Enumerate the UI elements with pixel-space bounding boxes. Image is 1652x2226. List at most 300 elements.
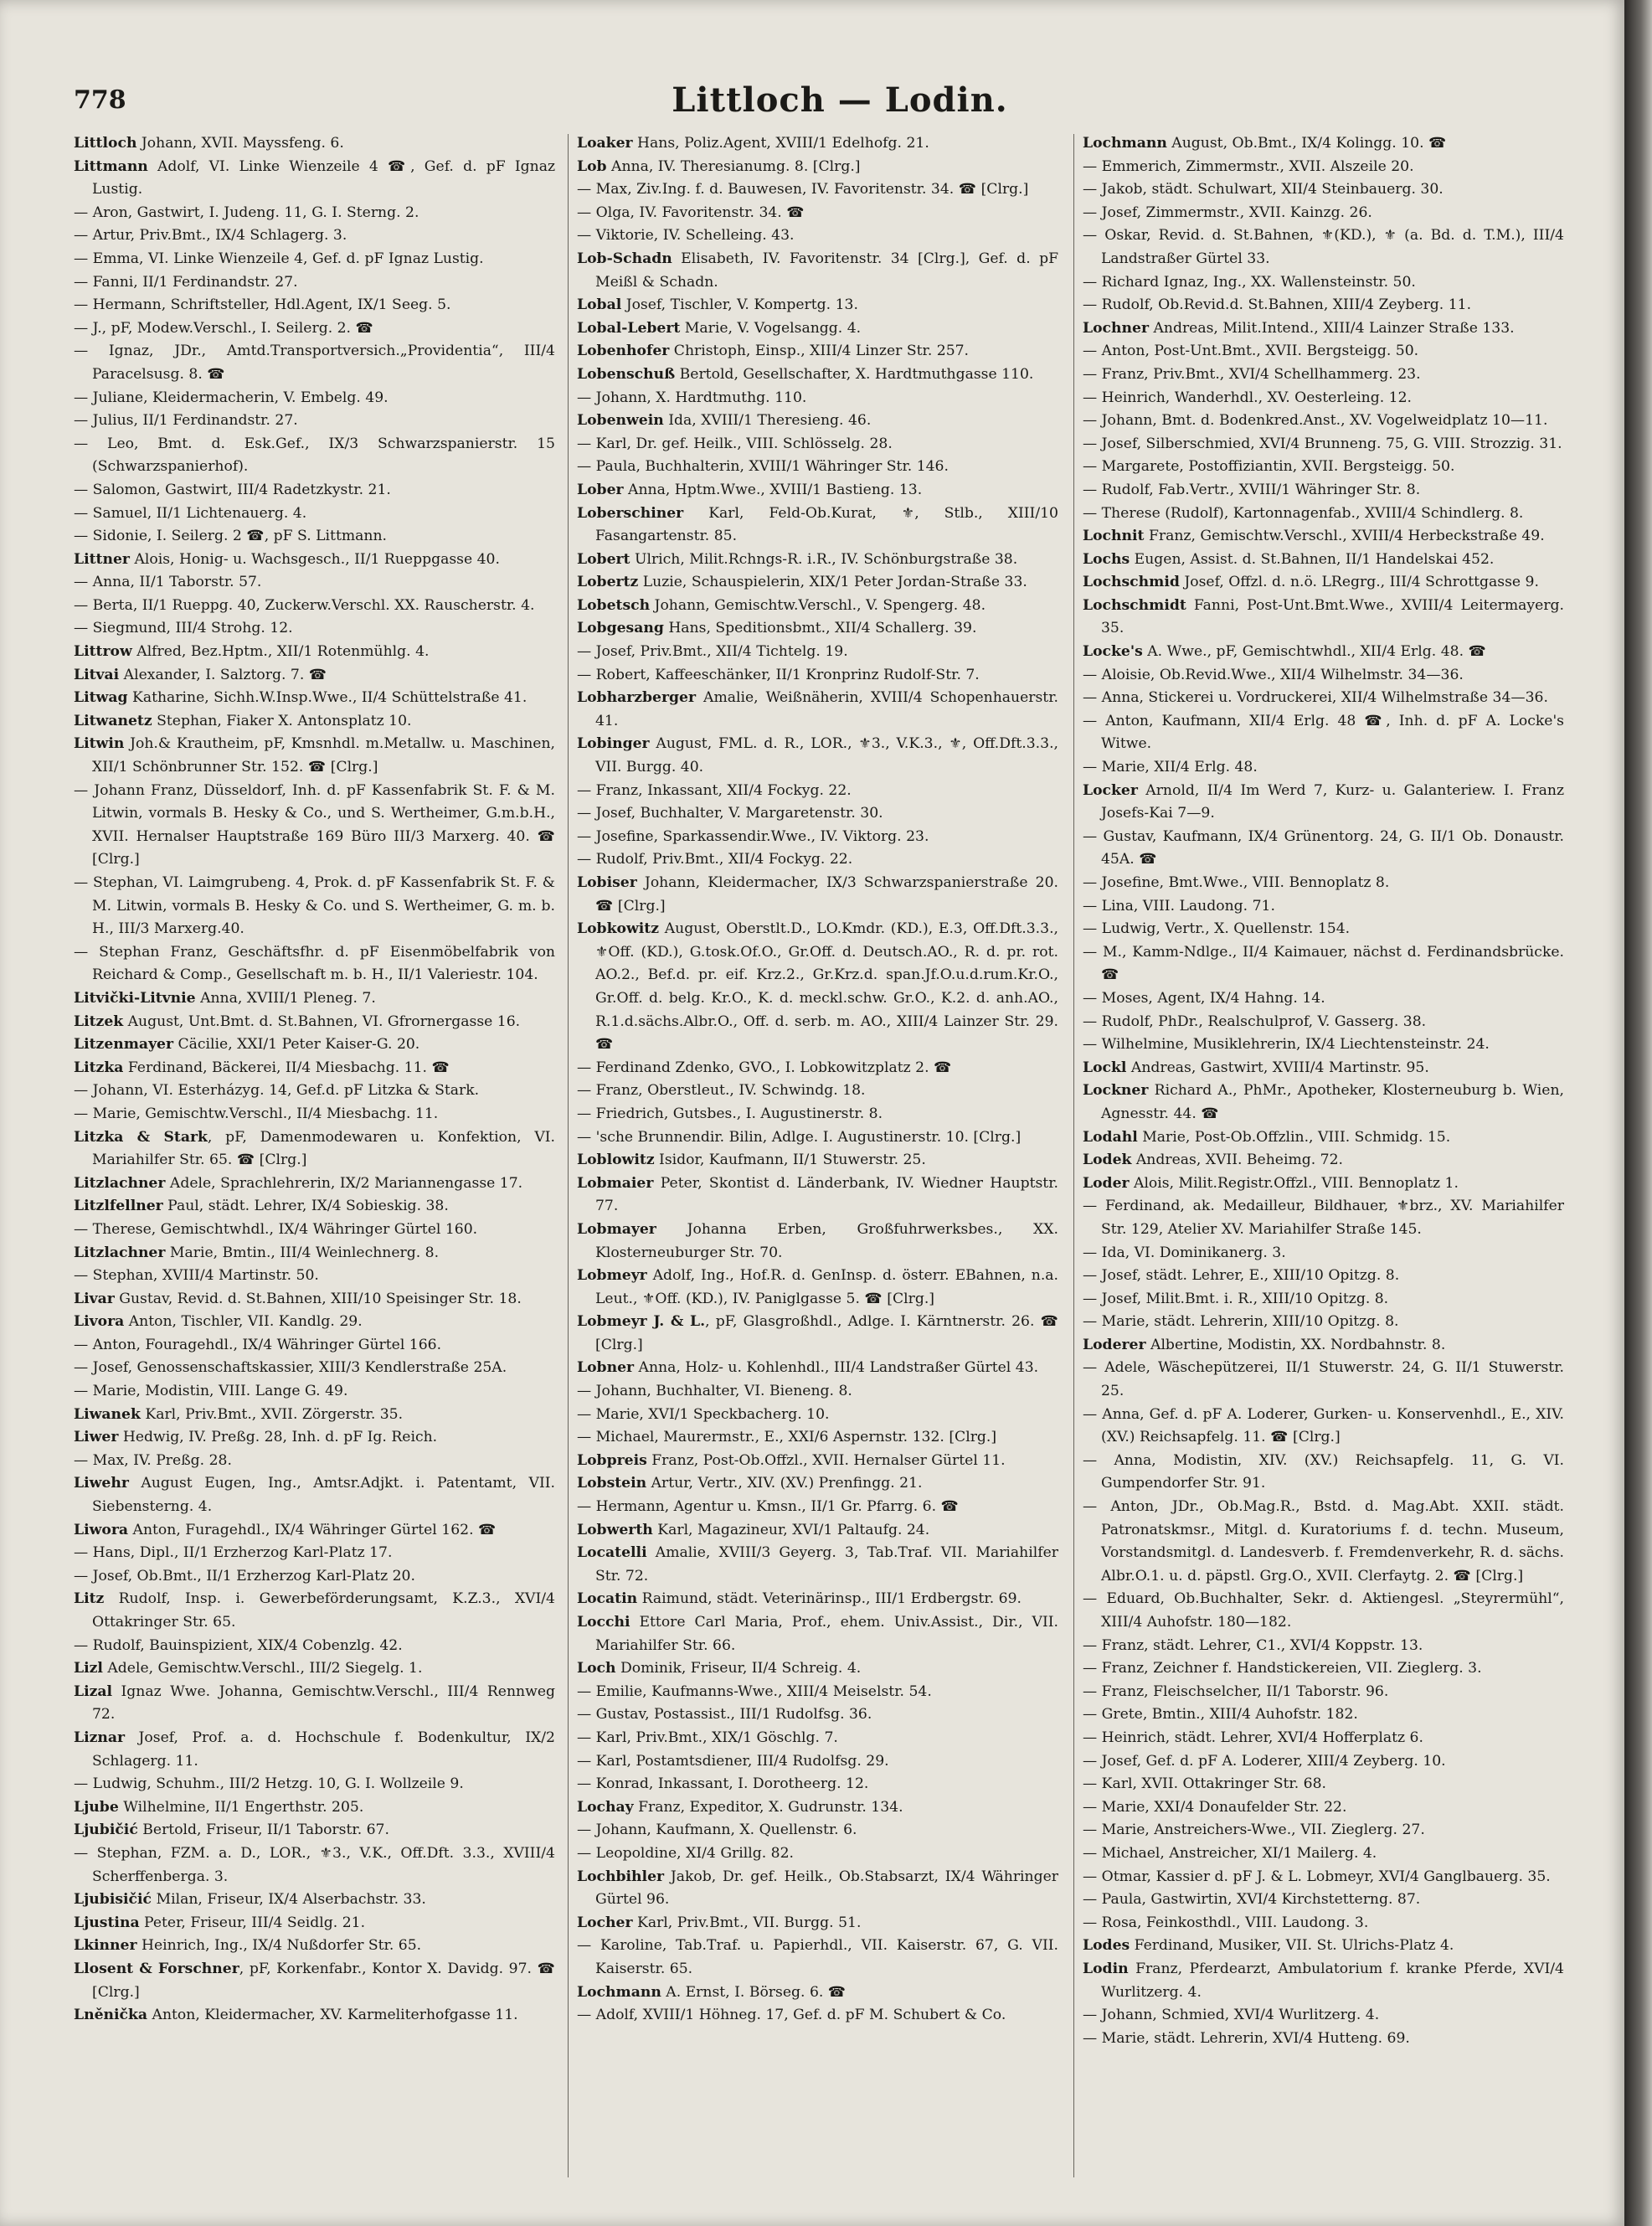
directory-entry — [1083, 1657, 1564, 1681]
entry-surname: Lodahl — [1083, 1128, 1138, 1146]
entry-details: — Ferdinand Zdenko, GVO., I. Lobkowitzplatz 2. ☎ — [577, 1059, 952, 1076]
directory-entry — [577, 595, 1058, 618]
entry-details: Adele, Gemischtw.Verschl., III/2 Siegelg. 1. — [102, 1660, 423, 1677]
directory-entry — [1083, 1195, 1564, 1241]
entry-surname: Lobetsch — [577, 596, 651, 614]
entry-surname: Liwehr — [74, 1475, 129, 1492]
entry-details: — Josef, städt. Lehrer, E., XIII/10 Opitzg. 8. — [1083, 1267, 1400, 1285]
entry-details: — Wilhelmine, Musiklehrerin, IX/4 Liechtensteinstr. 24. — [1083, 1036, 1490, 1054]
directory-entry — [1083, 340, 1564, 363]
directory-entry — [577, 1265, 1058, 1311]
directory-entry — [74, 479, 555, 502]
entry-surname: Lobal-Lebert — [577, 319, 681, 337]
entry-details: Isidor, Kaufmann, II/1 Stuwerstr. 25. — [654, 1152, 926, 1169]
directory-entry — [1083, 2004, 1564, 2028]
entry-details: Franz, Expeditor, X. Gudrunstr. 134. — [633, 1798, 903, 1816]
entry-details: Peter, Skontist d. Länderbank, IV. Wiedner Hauptstr. 77. — [595, 1174, 1058, 1215]
directory-entry — [577, 1080, 1058, 1103]
entry-surname: Loch — [577, 1660, 616, 1677]
directory-entry — [1083, 1288, 1564, 1311]
entry-details: , pF, Glasgroßhdl., Adlge. I. Kärntnerstr. 26. ☎ [Clrg.] — [595, 1313, 1058, 1353]
directory-entry — [1083, 502, 1564, 526]
directory-entry — [74, 1080, 555, 1103]
directory-entry — [74, 1195, 555, 1219]
entry-details: Anna, Hptm.Wwe., XVIII/1 Bastieng. 13. — [623, 481, 923, 498]
directory-entry — [1083, 132, 1564, 156]
directory-entry — [1083, 687, 1564, 710]
entry-details: — Franz, Zeichner f. Handstickereien, VII. Zieglerg. 3. — [1083, 1660, 1482, 1677]
directory-entry — [74, 1519, 555, 1543]
entry-details: Marie, Post-Ob.Offzlin., VIII. Schmidg. 15. — [1137, 1128, 1451, 1146]
directory-entry — [74, 248, 555, 271]
directory-entry — [1083, 156, 1564, 179]
entry-details: August Eugen, Ing., Amtsr.Adjkt. i. Patentamt, VII. Siebensterng. 4. — [92, 1475, 555, 1516]
entry-details: — Otmar, Kassier d. pF J. & L. Lobmeyr, XVI/4 Ganglbauerg. 35. — [1083, 1868, 1551, 1885]
directory-entry — [577, 1935, 1058, 1981]
directory-entry — [1083, 1727, 1564, 1750]
directory-entry — [74, 1565, 555, 1589]
directory-entry — [1083, 872, 1564, 895]
entry-surname: Liwer — [74, 1429, 119, 1446]
directory-entry — [577, 1404, 1058, 1427]
directory-entry — [577, 387, 1058, 410]
entry-surname: Lochbihler — [577, 1868, 665, 1885]
directory-entry — [577, 1519, 1058, 1543]
directory-entry — [1083, 641, 1564, 664]
directory-entry — [74, 410, 555, 433]
entry-details: — Josefine, Bmt.Wwe., VIII. Bennoplatz 8. — [1083, 874, 1390, 891]
directory-entry — [74, 317, 555, 341]
entry-surname: Lobwerth — [577, 1521, 653, 1538]
directory-entry — [577, 502, 1058, 549]
entry-details: Josef, Tischler, V. Kompertg. 13. — [621, 296, 858, 314]
directory-entry — [74, 1912, 555, 1935]
directory-column-3 — [1083, 132, 1564, 2050]
entry-details: Dominik, Friseur, II/4 Schreig. 4. — [615, 1660, 862, 1677]
column-divider — [568, 134, 569, 2177]
directory-entry — [577, 1981, 1058, 2005]
entry-details: A. Wwe., pF, Gemischtwhdl., XII/4 Erlg. 48. ☎ — [1142, 643, 1486, 661]
directory-entry — [74, 1727, 555, 1773]
entry-details: — Siegmund, III/4 Strohg. 12. — [74, 620, 293, 637]
entry-details: Franz, Post-Ob.Offzl., XVII. Hernalser Gürtel 11. — [646, 1451, 1006, 1469]
entry-details: Andreas, XVII. Beheimg. 72. — [1131, 1152, 1344, 1169]
directory-entry — [1083, 710, 1564, 756]
directory-entry — [1083, 1819, 1564, 1842]
entry-surname: Littmann — [74, 157, 148, 175]
entry-details: Raimund, städt. Veterinärinsp., III/1 Erdbergstr. 69. — [637, 1590, 1022, 1608]
entry-surname: Lochnit — [1083, 528, 1145, 545]
entry-surname: Lockl — [1083, 1059, 1127, 1076]
entry-details: — Max, IV. Preßg. 28. — [74, 1451, 232, 1469]
entry-details: — Max, Ziv.Ing. f. d. Bauwesen, IV. Favoritenstr. 34. ☎ [Clrg.] — [577, 181, 1029, 198]
directory-entry — [74, 1935, 555, 1958]
entry-details: — Paula, Buchhalterin, XVIII/1 Währinger Str. 146. — [577, 458, 949, 476]
entry-details: — Karoline, Tab.Traf. u. Papierhdl., VII. Kaiserstr. 67, G. VII. Kaiserstr. 65. — [577, 1937, 1058, 1977]
entry-details: — Anna, Modistin, XIV. (XV.) Reichsapfelg. 11, G. VI. Gumpendorfer Str. 91. — [1083, 1451, 1564, 1492]
entry-details: Christoph, Einsp., XIII/4 Linzer Str. 257. — [669, 343, 970, 360]
entry-details: Ignaz Wwe. Johanna, Gemischtw.Verschl., III/4 Rennweg 72. — [92, 1682, 555, 1724]
directory-entry — [74, 525, 555, 549]
entry-surname: Lobgesang — [577, 620, 664, 637]
directory-entry — [1083, 1311, 1564, 1334]
entry-surname: Litzek — [74, 1013, 124, 1030]
directory-entry — [577, 363, 1058, 387]
entry-details: Elisabeth, IV. Favoritenstr. 34 [Clrg.], Gef. d. pF Meißl & Schadn. — [595, 250, 1058, 291]
entry-details: Ettore Carl Maria, Prof., ehem. Univ.Assist., Dir., VII. Mariahilfer Str. 66. — [595, 1614, 1058, 1654]
directory-entry — [1083, 1357, 1564, 1403]
directory-entry — [577, 202, 1058, 225]
entry-details: August, Oberstlt.D., LO.Kmdr. (KD.), E.3, Off.Dft.3.3., ⚜Off. (KD.), G.tosk.Of.O., Gr.Off. d. Deutsch.AO., R. d. pr. rot. AO.2., Bef.d. pr. eif. Krz.2., Gr.Krz.d. span.Jf.O.u.d.rum.Kr.O., Gr.Off. d. belg. Kr.O., K. d. meckl.schw. Gr.O., K.2. d. anh.AO., R.1.d.sächs.Albr.O., Off. d. serb. m. AO., XIII/4 Lainzer Str. 29. ☎ — [595, 920, 1058, 1054]
entry-details: — Michael, Maurermstr., E., XXI/6 Aspernstr. 132. [Clrg.] — [577, 1429, 997, 1446]
entry-surname: Liwanek — [74, 1405, 141, 1423]
directory-entry — [577, 1773, 1058, 1796]
directory-entry — [577, 2004, 1058, 2028]
entry-details: — Rudolf, Ob.Revid.d. St.Bahnen, XIII/4 Zeyberg. 11. — [1083, 296, 1472, 314]
entry-details: — Oskar, Revid. d. St.Bahnen, ⚜(KD.), ⚜ (a. Bd. d. T.M.), III/4 Landstraßer Gürtel 33. — [1083, 227, 1564, 267]
directory-entry — [1083, 1057, 1564, 1080]
directory-entry — [74, 1311, 555, 1334]
directory-entry — [1083, 178, 1564, 202]
entry-details: — Marie, Gemischtw.Verschl., II/4 Miesbachg. 11. — [74, 1105, 439, 1122]
directory-entry — [74, 1011, 555, 1034]
directory-entry — [74, 156, 555, 202]
directory-entry — [74, 1472, 555, 1518]
entry-details: — Anna, II/1 Taborstr. 57. — [74, 574, 262, 591]
entry-details: — Heinrich, Wanderhdl., XV. Oesterleing. 12. — [1083, 389, 1412, 406]
directory-entry — [577, 248, 1058, 294]
entry-surname: Locatin — [577, 1590, 638, 1608]
entry-details: — Josef, Silberschmied, XVI/4 Brunneng. 75, G. VIII. Strozzig. 31. — [1083, 435, 1562, 452]
entry-surname: Locher — [577, 1914, 633, 1931]
entry-details: Bertold, Friseur, II/1 Taborstr. 67. — [137, 1822, 389, 1839]
entry-details: Karl, Priv.Bmt., XVII. Zörgerstr. 35. — [140, 1405, 404, 1423]
directory-entry — [577, 1172, 1058, 1219]
directory-entry — [577, 1703, 1058, 1727]
entry-details: Gustav, Revid. d. St.Bahnen, XIII/10 Speisinger Str. 18. — [114, 1290, 522, 1307]
entry-details: Karl, Feld-Ob.Kurat, ⚜, Stlb., XIII/10 Fasangartenstr. 85. — [595, 504, 1058, 545]
entry-details: — Fanni, II/1 Ferdinandstr. 27. — [74, 273, 298, 291]
entry-surname: Lobenschuß — [577, 365, 676, 383]
entry-surname: Ljustina — [74, 1914, 140, 1931]
entry-details: Bertold, Gesellschafter, X. Hardtmuthgasse 110. — [675, 365, 1034, 383]
entry-details: — Rosa, Feinkosthdl., VIII. Laudong. 3. — [1083, 1914, 1369, 1931]
entry-details: Johanna Erben, Großfuhrwerksbes., XX. Klosterneuburger Str. 70. — [595, 1220, 1058, 1261]
entry-details: , pF, Korkenfabr., Kontor X. Davidg. 97. ☎ [Clrg.] — [92, 1960, 555, 2001]
entry-details: — Josef, Genossenschaftskassier, XIII/3 Kendlerstraße 25A. — [74, 1359, 507, 1377]
entry-details: — Gustav, Kaufmann, IX/4 Grünentorg. 24, G. II/1 Ob. Donaustr. 45A. ☎ — [1083, 827, 1564, 868]
directory-entry — [577, 641, 1058, 664]
directory-entry — [577, 1866, 1058, 1912]
entry-surname: Litz — [74, 1590, 105, 1608]
entry-surname: Litzka — [74, 1059, 124, 1076]
page-number: 778 — [74, 85, 126, 115]
entry-details: — Salomon, Gastwirt, III/4 Radetzkystr. 21. — [74, 481, 391, 498]
entry-surname: Lobmeyr — [577, 1267, 647, 1285]
directory-entry — [74, 549, 555, 572]
entry-details: — Therese, Gemischtwhdl., IX/4 Währinger Gürtel 160. — [74, 1220, 478, 1238]
entry-details: — Robert, Kaffeeschänker, II/1 Kronprinz Rudolf-Str. 7. — [577, 666, 980, 683]
entry-details: — Ida, VI. Dominikanerg. 3. — [1083, 1244, 1286, 1261]
entry-details: — Rudolf, Priv.Bmt., XII/4 Fockyg. 22. — [577, 851, 853, 868]
directory-entry — [1083, 433, 1564, 456]
directory-entry — [74, 1657, 555, 1681]
directory-entry — [74, 294, 555, 317]
entry-details: Alois, Honig- u. Wachsgesch., II/1 Rueppgasse 40. — [129, 550, 500, 568]
directory-entry — [1083, 1635, 1564, 1658]
entry-details: — Margarete, Postoffiziantin, XVII. Bergsteigg. 50. — [1083, 458, 1455, 476]
directory-entry — [1083, 224, 1564, 271]
entry-surname: Litwag — [74, 689, 128, 707]
directory-entry — [577, 1912, 1058, 1935]
entry-details: — Johann, VI. Esterházyg. 14, Gef.d. pF Litzka & Stark. — [74, 1082, 480, 1100]
directory-entry — [74, 1242, 555, 1265]
directory-entry — [74, 202, 555, 225]
directory-entry — [74, 1450, 555, 1473]
entry-surname: Locatelli — [577, 1544, 647, 1562]
entry-details: — Aloisie, Ob.Revid.Wwe., XII/4 Wilhelmstr. 34—36. — [1083, 666, 1464, 683]
directory-entry — [577, 780, 1058, 803]
entry-surname: Litzlfellner — [74, 1198, 163, 1215]
entry-details: — Franz, Oberstleut., IV. Schwindg. 18. — [577, 1082, 866, 1100]
entry-surname: Ljube — [74, 1798, 119, 1816]
entry-details: Karl, Priv.Bmt., VII. Burgg. 51. — [632, 1914, 862, 1931]
entry-surname: Lizal — [74, 1682, 113, 1700]
entry-details: Hans, Poliz.Agent, XVIII/1 Edelhofg. 21. — [632, 135, 929, 152]
directory-entry — [1083, 895, 1564, 919]
entry-details: Paul, städt. Lehrer, IX/4 Sobieskig. 38. — [162, 1198, 449, 1215]
entry-details: — Moses, Agent, IX/4 Hahng. 14. — [1083, 989, 1325, 1007]
entry-details: — Michael, Anstreicher, XI/1 Mailerg. 4. — [1083, 1844, 1377, 1862]
entry-details: — Stephan Franz, Geschäftsfhr. d. pF Eisenmöbelfabrik von Reichard & Comp., Gesellschaft m. b. H., II/1 Valeriestr. 104. — [74, 943, 555, 984]
entry-details: — Ferdinand, ak. Medailleur, Bildhauer, ⚜brz., XV. Mariahilfer Str. 129, Atelier XV. Mariahilfer Straße 145. — [1083, 1198, 1564, 1238]
directory-entry — [577, 1380, 1058, 1404]
entry-details: — Stephan, VI. Laimgrubeng. 4, Prok. d. pF Kassenfabrik St. F. & M. Litwin, vormals B. Hesky & Co. und S. Wertheimer, G. m. b. H., III/3 Marxerg.40. — [74, 874, 555, 938]
entry-details: — Konrad, Inkassant, I. Dorotheerg. 12. — [577, 1775, 869, 1793]
entry-surname: Lobert — [577, 550, 630, 568]
entry-details: — Rudolf, PhDr., Realschulprof, V. Gasserg. 38. — [1083, 1013, 1427, 1030]
entry-surname: Lobmayer — [577, 1220, 656, 1238]
directory-entry — [1083, 1796, 1564, 1820]
entry-details: — Richard Ignaz, Ing., XX. Wallensteinstr. 50. — [1083, 273, 1416, 291]
directory-entry — [577, 826, 1058, 849]
entry-details: — Johann, Schmied, XVI/4 Wurlitzerg. 4. — [1083, 2007, 1380, 2024]
directory-column-2 — [577, 132, 1058, 2028]
entry-details: — Sidonie, I. Seilerg. 2 ☎, pF S. Littmann. — [74, 528, 387, 545]
entry-details: A. Ernst, I. Börseg. 6. ☎ — [661, 1983, 847, 2001]
directory-entry — [74, 224, 555, 248]
directory-entry — [577, 1472, 1058, 1496]
entry-details: — Adele, Wäschepützerei, II/1 Stuwerstr. 24, G. II/1 Stuwerstr. 25. — [1083, 1359, 1564, 1400]
directory-entry — [577, 1126, 1058, 1150]
entry-details: — Ludwig, Vertr., X. Quellenstr. 154. — [1083, 920, 1351, 938]
directory-entry — [1083, 1334, 1564, 1358]
entry-surname: Loder — [1083, 1174, 1130, 1192]
entry-details: Hans, Speditionsbmt., XII/4 Schallerg. 39. — [663, 620, 977, 637]
directory-entry — [74, 571, 555, 595]
directory-entry — [577, 1842, 1058, 1866]
entry-details: Marie, Bmtin., III/4 Weinlechnerg. 8. — [165, 1244, 440, 1261]
directory-entry — [74, 595, 555, 618]
directory-entry — [577, 224, 1058, 248]
directory-entry — [1083, 294, 1564, 317]
directory-entry — [1083, 1450, 1564, 1496]
entry-details: — Lina, VIII. Laudong. 71. — [1083, 897, 1275, 915]
entry-surname: Loaker — [577, 135, 633, 152]
directory-entry — [577, 802, 1058, 826]
directory-entry — [1083, 918, 1564, 941]
directory-entry — [1083, 317, 1564, 341]
entry-details: Wilhelmine, II/1 Engerthstr. 205. — [118, 1798, 364, 1816]
directory-entry — [74, 1958, 555, 2004]
directory-entry — [1083, 1703, 1564, 1727]
entry-details: Alexander, I. Salztorg. 7. ☎ — [119, 666, 327, 683]
entry-details: — Aron, Gastwirt, I. Judeng. 11, G. I. Sterng. 2. — [74, 204, 419, 221]
directory-entry — [74, 1265, 555, 1288]
directory-entry — [1083, 1011, 1564, 1034]
directory-entry — [74, 433, 555, 479]
directory-entry — [1083, 1033, 1564, 1057]
entry-details: — Marie, Anstreichers-Wwe., VII. Zieglerg. 27. — [1083, 1822, 1425, 1839]
entry-details: — Anna, Stickerei u. Vordruckerei, XII/4 Wilhelmstraße 34—36. — [1083, 689, 1548, 707]
entry-details: — Samuel, II/1 Lichtenauerg. 4. — [74, 504, 307, 522]
entry-details: — Adolf, XVIII/1 Höhneg. 17, Gef. d. pF M. Schubert & Co. — [577, 2007, 1006, 2024]
entry-surname: Lochs — [1083, 550, 1130, 568]
entry-details: Amalie, XVIII/3 Geyerg. 3, Tab.Traf. VII. Mariahilfer Str. 72. — [595, 1544, 1058, 1584]
entry-details: Katharine, Sichh.W.Insp.Wwe., II/4 Schüttelstraße 41. — [127, 689, 528, 707]
directory-entry — [577, 1219, 1058, 1265]
entry-details: — Marie, XXI/4 Donaufelder Str. 22. — [1083, 1798, 1347, 1816]
directory-entry — [74, 1380, 555, 1404]
entry-details: Cäcilie, XXI/1 Peter Kaiser-G. 20. — [173, 1036, 420, 1054]
entry-details: Ida, XVIII/1 Theresieng. 46. — [663, 412, 872, 430]
directory-entry — [74, 687, 555, 710]
directory-entry — [577, 848, 1058, 872]
entry-details: — Gustav, Postassist., III/1 Rudolfsg. 36. — [577, 1706, 872, 1724]
directory-entry — [1083, 1681, 1564, 1704]
entry-surname: Liwora — [74, 1521, 129, 1538]
directory-entry — [74, 502, 555, 526]
directory-entry — [577, 571, 1058, 595]
entry-details: — Josef, Zimmermstr., XVII. Kainzg. 26. — [1083, 204, 1372, 221]
entry-surname: Lizl — [74, 1660, 103, 1677]
entry-details: Anna, XVIII/1 Pleneg. 7. — [195, 989, 376, 1007]
entry-surname: Littloch — [74, 135, 137, 152]
directory-entry — [74, 132, 555, 156]
entry-details: — Josef, Milit.Bmt. i. R., XIII/10 Opitzg. 8. — [1083, 1290, 1389, 1307]
entry-details: — Josef, Gef. d. pF A. Loderer, XIII/4 Zeyberg. 10. — [1083, 1752, 1446, 1770]
directory-entry — [74, 1426, 555, 1450]
directory-entry — [1083, 479, 1564, 502]
directory-entry — [74, 780, 555, 872]
directory-entry — [74, 1842, 555, 1888]
directory-entry — [577, 617, 1058, 641]
directory-entry — [577, 1311, 1058, 1357]
entry-details: — Franz, Priv.Bmt., XVI/4 Schellhammerg. 23. — [1083, 365, 1421, 383]
entry-details: — Johann Franz, Düsseldorf, Inh. d. pF Kassenfabrik St. F. & M. Litwin, vormals B. Hesky & Co., und S. Wertheimer, G.m.b.H., XVII. Hernalser Hauptstraße 169 Büro III/3 Marxerg. 40. ☎ [Clrg.] — [74, 781, 555, 868]
entry-surname: Lobkowitz — [577, 920, 659, 938]
entry-details: — Anton, Fouragehdl., IX/4 Währinger Gürtel 166. — [74, 1336, 442, 1353]
entry-surname: Lněnička — [74, 2007, 148, 2024]
entry-surname: Locchi — [577, 1614, 630, 1631]
directory-entry — [1083, 595, 1564, 641]
directory-entry — [1083, 780, 1564, 826]
directory-entry — [74, 1542, 555, 1565]
directory-entry — [74, 1681, 555, 1727]
entry-details: Adolf, VI. Linke Wienzeile 4 ☎, Gef. d. pF Ignaz Lustig. — [92, 157, 555, 198]
entry-surname: Littner — [74, 550, 130, 568]
entry-details: Johann, Gemischtw.Verschl., V. Spengerg. 48. — [650, 596, 986, 614]
directory-entry — [1083, 1888, 1564, 1912]
entry-details: Alfred, Bez.Hptm., XII/1 Rotenmühlg. 4. — [131, 643, 430, 661]
entry-details: — Hermann, Agentur u. Kmsn., II/1 Gr. Pfarrg. 6. ☎ — [577, 1498, 959, 1516]
entry-details: — Marie, städt. Lehrerin, XIII/10 Opitzg. 8. — [1083, 1313, 1399, 1331]
directory-entry — [1083, 1242, 1564, 1265]
directory-entry — [1083, 1404, 1564, 1450]
directory-entry — [74, 1796, 555, 1820]
directory-entry — [1083, 1265, 1564, 1288]
directory-entry — [1083, 1496, 1564, 1588]
directory-entry — [577, 1057, 1058, 1080]
directory-entry — [577, 1657, 1058, 1681]
directory-entry — [74, 941, 555, 987]
directory-entry — [74, 1334, 555, 1358]
page-edge-shadow — [1624, 0, 1652, 2226]
directory-entry — [1083, 1958, 1564, 2004]
directory-entry — [74, 641, 555, 664]
entry-surname: Lobiser — [577, 874, 637, 891]
directory-entry — [577, 1103, 1058, 1126]
directory-entry — [577, 1796, 1058, 1820]
directory-entry — [74, 617, 555, 641]
entry-details: Richard A., PhMr., Apotheker, Klosterneuburg b. Wien, Agnesstr. 44. ☎ — [1101, 1082, 1564, 1122]
directory-entry — [577, 918, 1058, 1057]
entry-details: — Marie, städt. Lehrerin, XVI/4 Hutteng. 69. — [1083, 2029, 1410, 2047]
entry-details: — Eduard, Ob.Buchhalter, Sekr. d. Aktiengesl. „Steyrermühl“, XIII/4 Auhofstr. 180—182. — [1083, 1590, 1564, 1631]
entry-details: Johann, Kleidermacher, IX/3 Schwarzspanierstraße 20. ☎ [Clrg.] — [595, 874, 1058, 915]
directory-entry — [1083, 571, 1564, 595]
entry-surname: Livar — [74, 1290, 115, 1307]
entry-surname: Locker — [1083, 781, 1138, 799]
entry-details: Adolf, Ing., Hof.R. d. GenInsp. d. österr. EBahnen, n.a. Leut., ⚜Off. (KD.), IV. Paniglgasse 5. ☎ [Clrg.] — [595, 1267, 1058, 1307]
entry-surname: Litwanetz — [74, 712, 152, 729]
entry-details: — Josef, Buchhalter, V. Margaretenstr. 30. — [577, 805, 883, 822]
entry-details: — Ignaz, JDr., Amtd.Transportversich.„Providentia“, III/4 Paracelsusg. 8. ☎ — [74, 343, 555, 383]
entry-details: Andreas, Gastwirt, XVIII/4 Martinstr. 95. — [1126, 1059, 1429, 1076]
entry-surname: Lob-Schadn — [577, 250, 672, 267]
entry-surname: Lochschmid — [1083, 574, 1180, 591]
entry-details: — Emma, VI. Linke Wienzeile 4, Gef. d. pF Ignaz Lustig. — [74, 250, 484, 267]
directory-entry — [1083, 941, 1564, 987]
entry-surname: Lobmeyr J. & L. — [577, 1313, 706, 1331]
page-header — [74, 80, 1606, 131]
entry-details: — Friedrich, Gutsbes., I. Augustinerstr. 8. — [577, 1105, 883, 1122]
running-head: Littloch — Lodin. — [672, 80, 1008, 120]
entry-surname: Lobinger — [577, 735, 650, 753]
entry-surname: Lobenwein — [577, 412, 664, 430]
directory-entry — [577, 433, 1058, 456]
entry-details: Joh.& Krautheim, pF, Kmsnhdl. m.Metallw. u. Maschinen, XII/1 Schönbrunner Str. 152. ☎ [Clrg.] — [92, 735, 555, 776]
entry-details: — Marie, XVI/1 Speckbacherg. 10. — [577, 1405, 830, 1423]
directory-entry — [74, 987, 555, 1011]
entry-surname: Lochner — [1083, 319, 1149, 337]
directory-entry — [1083, 1588, 1564, 1634]
directory-entry — [1083, 549, 1564, 572]
entry-details: — J., pF, Modew.Verschl., I. Seilerg. 2. ☎ — [74, 319, 373, 337]
entry-details: Adele, Sprachlehrerin, IX/2 Mariannengasse 17. — [165, 1174, 523, 1192]
entry-details: Karl, Magazineur, XVI/1 Paltaufg. 24. — [652, 1521, 930, 1538]
directory-entry — [1083, 525, 1564, 549]
